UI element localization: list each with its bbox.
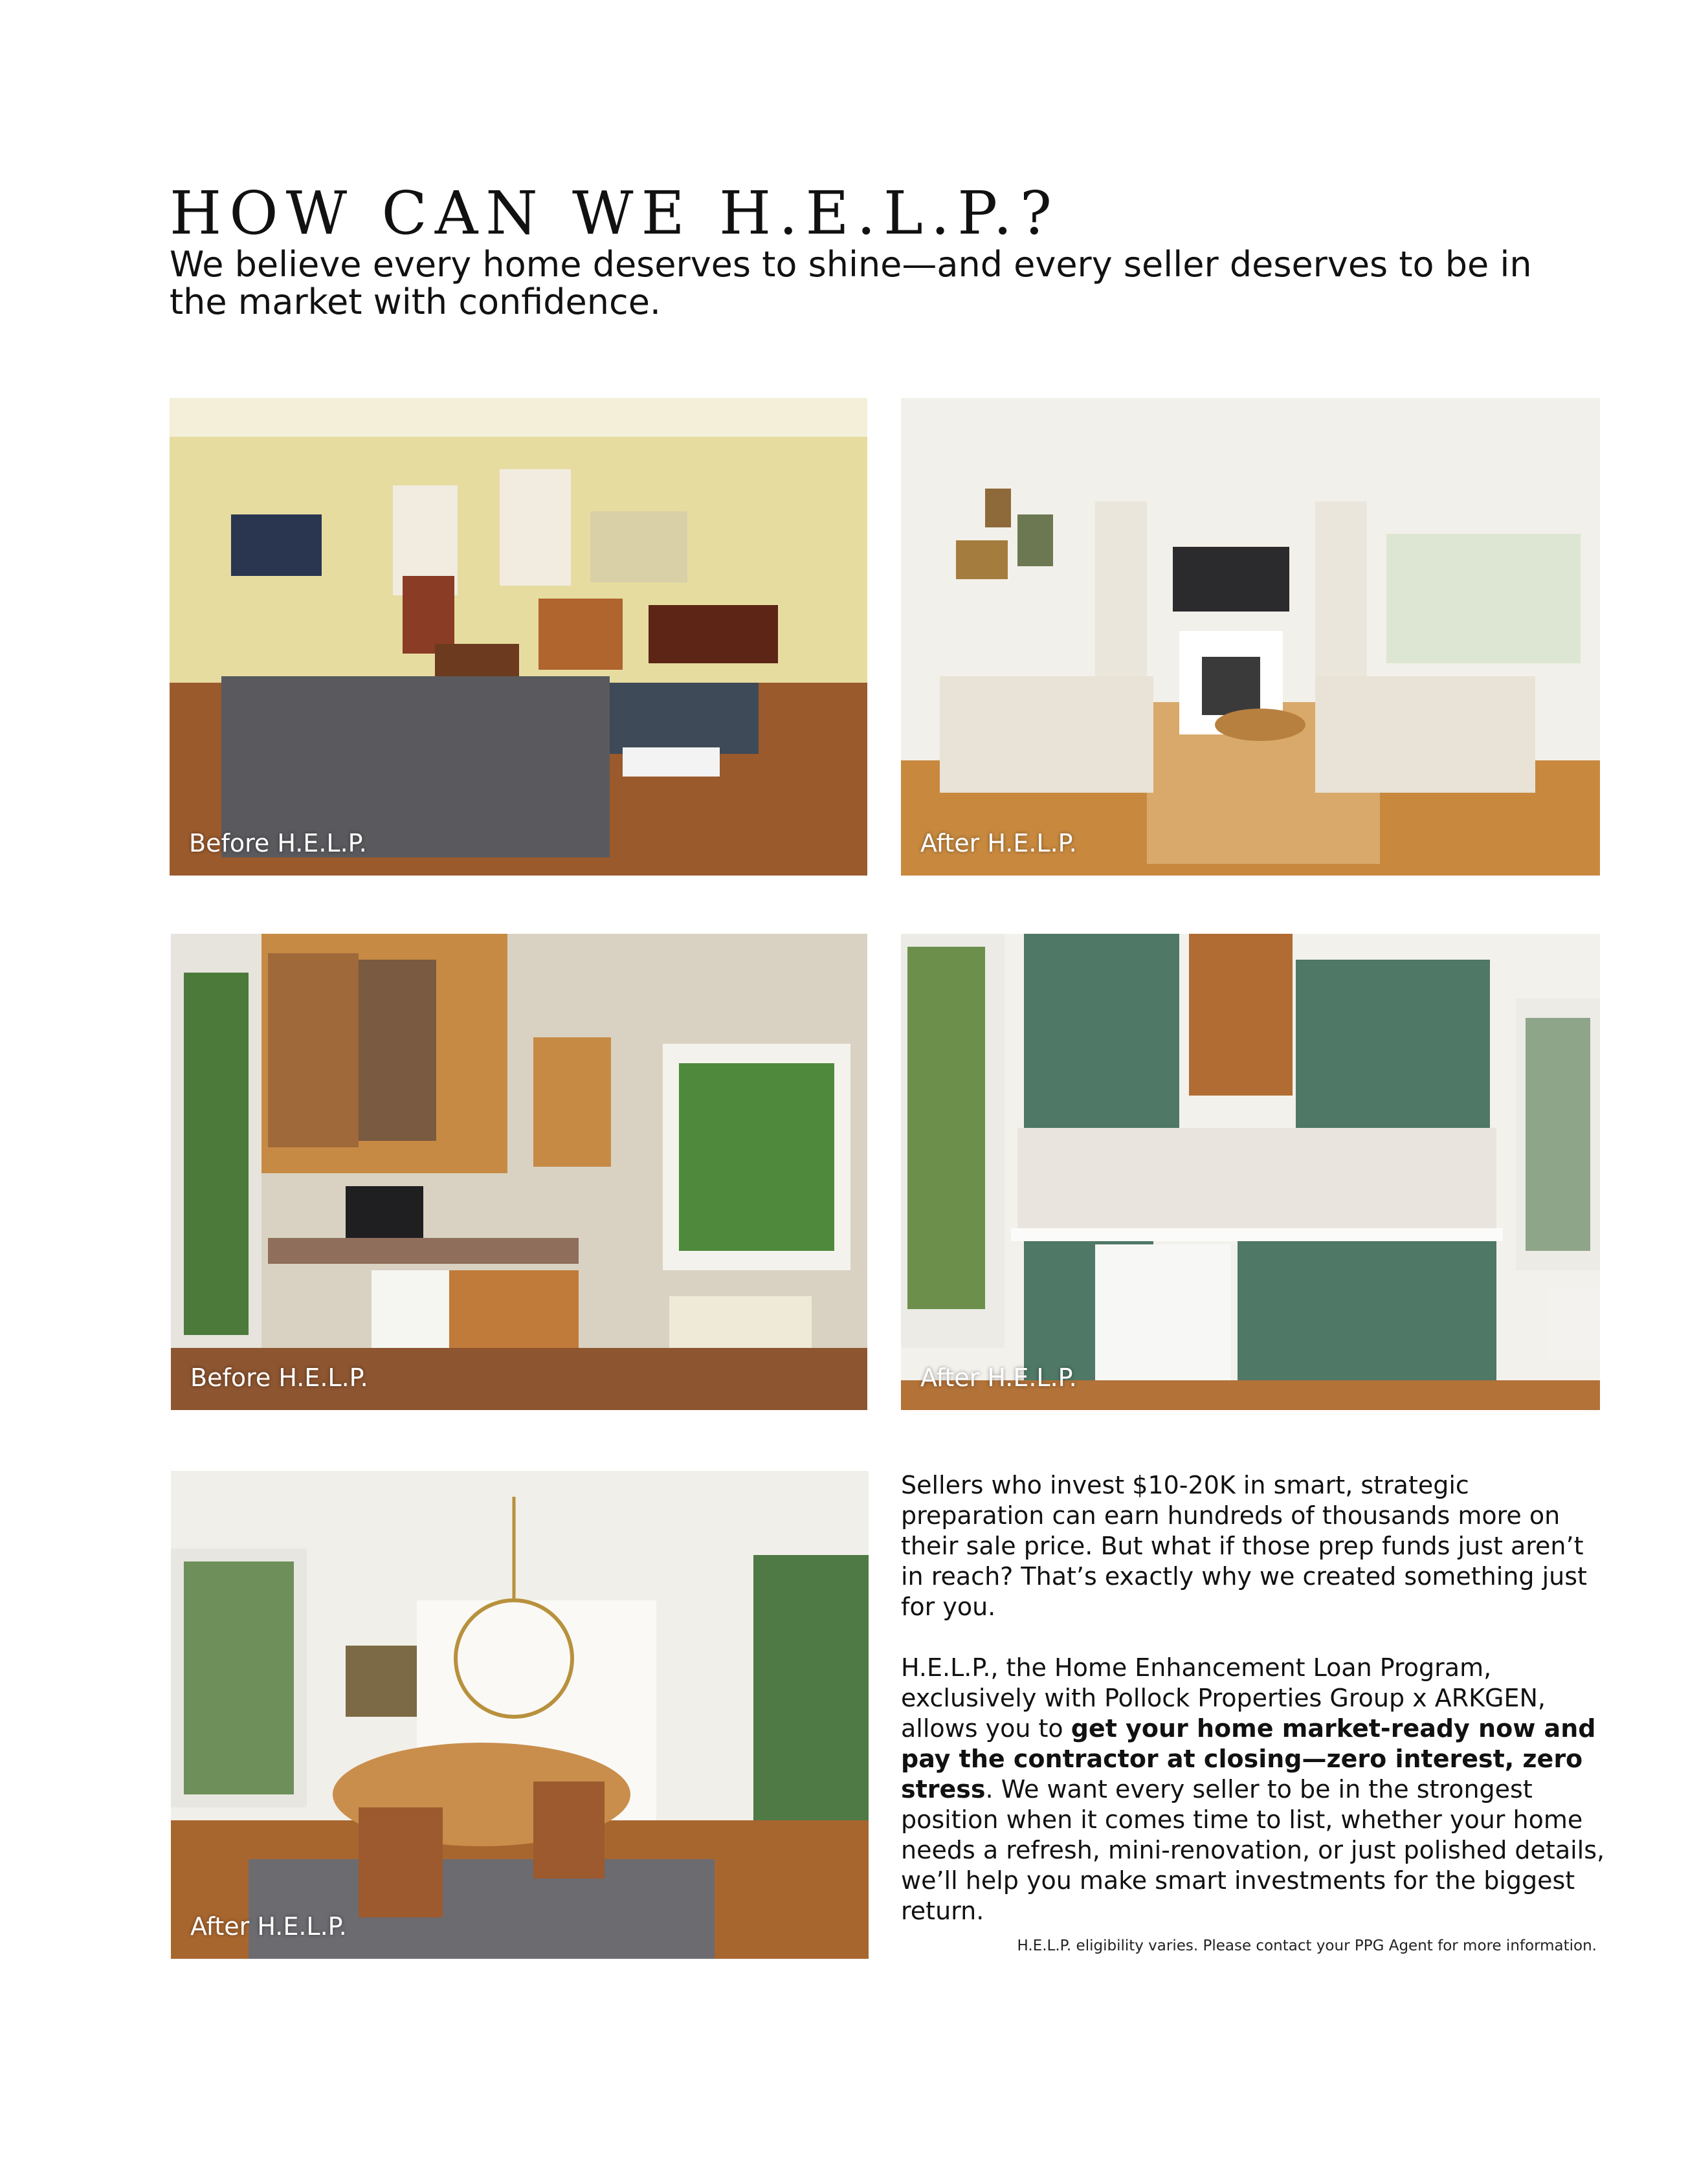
- kitchen-before-photo: [171, 934, 867, 1410]
- program-description: [901, 1470, 1606, 1957]
- kitchen-before-image: [171, 934, 867, 1410]
- photo-caption: Before H.E.L.P.: [190, 1363, 368, 1392]
- body-paragraph: Sellers who invest $10-20K in smart, strategic preparation can earn hundreds of thousands more on their sale price. But what if those prep funds just aren’t in reach? That’s exactly why we created something just for you.: [901, 1471, 1587, 1621]
- photo-caption: After H.E.L.P.: [920, 1363, 1077, 1392]
- page-title: HOW CAN WE H.E.L.P.?: [170, 179, 1060, 248]
- photo-caption: After H.E.L.P.: [920, 829, 1077, 857]
- photo-caption: After H.E.L.P.: [190, 1912, 347, 1941]
- photo-caption: Before H.E.L.P.: [189, 829, 367, 857]
- body-text-tail: . We want every seller to be in the strongest position when it comes time to list, whether your home needs a refresh, mini-renovation, or just polished details, we’ll help you make smart investments for the biggest return.: [901, 1775, 1605, 1925]
- body-paragraph: [901, 1653, 1606, 1926]
- page-subtitle: We believe every home deserves to shine—and every seller deserves to be in the market with confidence.: [170, 244, 1532, 322]
- kitchen-after-photo: [901, 934, 1600, 1410]
- kitchen-after-image: [901, 934, 1600, 1410]
- body-text-lead: H.E.L.P., the Home Enhancement Loan Program, exclusively with Pollock Properties Group x ARKGEN, allows you to: [901, 1653, 1546, 1743]
- dining-room-after-image: [171, 1471, 869, 1959]
- living-room-before-image: [170, 398, 867, 876]
- living-room-after-photo: [901, 398, 1600, 876]
- disclaimer: H.E.L.P. eligibility varies. Please contact your PPG Agent for more information.: [1017, 1937, 1597, 1954]
- living-room-after-image: [901, 398, 1600, 876]
- living-room-before-photo: [170, 398, 867, 876]
- dining-room-after-photo: [171, 1471, 869, 1959]
- body-text-bold: get your home market-ready now and pay the contractor at closing—zero interest, zero stress: [901, 1714, 1596, 1803]
